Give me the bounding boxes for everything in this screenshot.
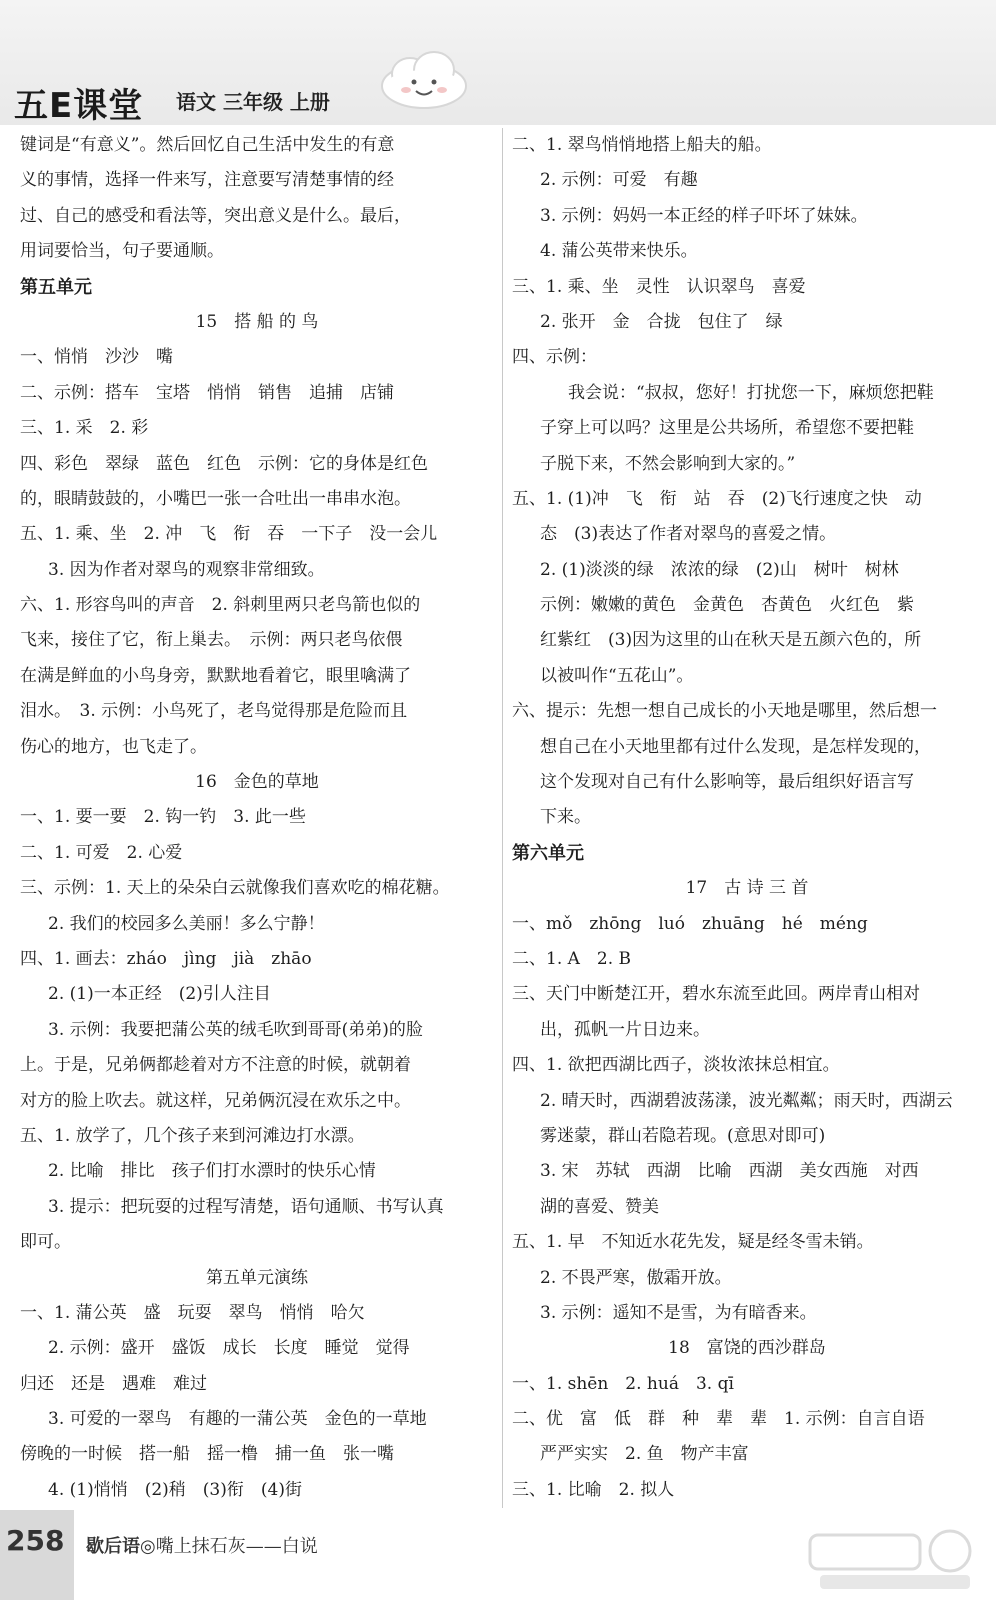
column-divider bbox=[502, 128, 503, 1508]
brand-title: 五E课堂 bbox=[14, 86, 144, 126]
idiom-separator-icon: ◎ bbox=[140, 1536, 156, 1557]
answer-line: 3. 可爱的一翠鸟 有趣的一蒲公英 金色的一草地 bbox=[48, 1409, 427, 1430]
answer-line: 伤心的地方，也飞走了。 bbox=[20, 736, 207, 757]
answer-line: 4. 蒲公英带来快乐。 bbox=[540, 241, 698, 262]
answer-line: 3. 宋 苏轼 西湖 比喻 西湖 美女西施 对西 bbox=[540, 1161, 919, 1182]
answer-line: 即可。 bbox=[20, 1232, 71, 1253]
answer-line: 子脱下来，不然会影响到大家的。” bbox=[540, 453, 796, 474]
answer-line: 过、自己的感受和看法等，突出意义是什么。最后， bbox=[20, 205, 411, 226]
answer-line: 一、1. 要一要 2. 钩一钓 3. 此一些 bbox=[20, 807, 306, 828]
idiom-text: 嘴上抹石灰——白说 bbox=[155, 1536, 318, 1557]
answer-line: 3. 示例：妈妈一本正经的样子吓坏了妹妹。 bbox=[540, 205, 868, 226]
answer-line: 2. 示例：可爱 有趣 bbox=[540, 170, 698, 191]
answer-line: 2. 不畏严寒，傲霜开放。 bbox=[540, 1267, 732, 1288]
answer-line: 3. 提示：把玩耍的过程写清楚，语句通顺、书写认真 bbox=[48, 1196, 444, 1217]
answer-line: 一、1. 蒲公英 盛 玩耍 翠鸟 悄悄 哈欠 bbox=[20, 1302, 365, 1323]
answer-line: 对方的脸上吹去。就这样，兄弟俩沉浸在欢乐之中。 bbox=[20, 1090, 411, 1111]
right-column bbox=[512, 128, 982, 1508]
lesson-title: 17 古 诗 三 首 bbox=[685, 878, 809, 899]
page-number: 258 bbox=[6, 1524, 65, 1557]
answer-line: 三、1. 乘、坐 灵性 认识翠鸟 喜爱 bbox=[512, 276, 806, 297]
answer-line: 下来。 bbox=[540, 807, 591, 828]
cloud-icon bbox=[376, 46, 472, 112]
answer-line: 出，孤帆一片日边来。 bbox=[540, 1019, 710, 1040]
answer-line: 归还 还是 遇难 难过 bbox=[20, 1373, 207, 1394]
idiom-label: 歇后语 bbox=[86, 1536, 140, 1557]
answer-line: 我会说：“叔叔，您好！打扰您一下，麻烦您把鞋 bbox=[568, 382, 934, 403]
answer-line: 2. (1)一本正经 (2)引人注目 bbox=[48, 984, 271, 1005]
answer-line: 二、1. 翠鸟悄悄地搭上船夫的船。 bbox=[512, 135, 772, 155]
watermark-logo-icon bbox=[800, 1525, 980, 1595]
answer-line: 三、天门中断楚江开，碧水东流至此回。两岸青山相对 bbox=[512, 984, 920, 1005]
answer-line: 四、1. 欲把西湖比西子，淡妆浓抹总相宜。 bbox=[512, 1055, 840, 1076]
answer-line: 二、示例：搭车 宝塔 悄悄 销售 追捕 店铺 bbox=[20, 382, 394, 403]
lesson-title: 16 金色的草地 bbox=[195, 772, 319, 793]
answer-line: 二、1. A 2. B bbox=[512, 948, 632, 969]
answer-line: 子穿上可以吗？这里是公共场所，希望您不要把鞋 bbox=[540, 418, 914, 439]
answer-line: 2. 张开 金 合拢 包住了 绿 bbox=[540, 311, 783, 332]
subject-label: 语文 三年级 上册 bbox=[176, 90, 330, 114]
lesson-title: 第五单元演练 bbox=[206, 1267, 308, 1288]
answer-line: 二、1. 可爱 2. 心爱 bbox=[20, 842, 183, 863]
answer-line: 五、1. 乘、坐 2. 冲 飞 衔 吞 一下子 没一会儿 bbox=[20, 524, 438, 545]
answer-line: 4. (1)悄悄 (2)稍 (3)衔 (4)街 bbox=[48, 1479, 302, 1500]
answer-line: 三、示例：1. 天上的朵朵白云就像我们喜欢吃的棉花糖。 bbox=[20, 878, 450, 899]
answer-line: 在满是鲜血的小鸟身旁，默默地看着它，眼里噙满了 bbox=[20, 665, 411, 686]
answer-line: 泪水。 3. 示例：小鸟死了，老鸟觉得那是危险而且 bbox=[20, 701, 408, 722]
answer-line: 二、优 富 低 群 种 辈 辈 1. 示例：自言自语 bbox=[512, 1409, 925, 1430]
answer-line: 这个发现对自己有什么影响等，最后组织好语言写 bbox=[540, 772, 914, 793]
answer-line: 键词是“有意义”。然后回忆自己生活中发生的有意 bbox=[20, 135, 395, 155]
answer-line: 四、示例： bbox=[512, 347, 597, 368]
footer-idiom bbox=[86, 1532, 318, 1558]
section-heading: 第五单元 bbox=[20, 276, 92, 298]
answer-line: 五、1. (1)冲 飞 衔 站 吞 (2)飞行速度之快 动 bbox=[512, 488, 922, 509]
page-header bbox=[0, 0, 996, 125]
answer-line: 六、提示：先想一想自己成长的小天地是哪里，然后想一 bbox=[512, 701, 937, 722]
answer-line: 雾迷蒙，群山若隐若现。(意思对即可) bbox=[540, 1125, 826, 1146]
answer-line: 上。于是，兄弟俩都趁着对方不注意的时候，就朝着 bbox=[20, 1055, 411, 1076]
answer-line: 一、mǒ zhōng luó zhuāng hé méng bbox=[512, 913, 868, 934]
left-column bbox=[20, 128, 494, 1508]
answer-line: 3. 因为作者对翠鸟的观察非常细致。 bbox=[48, 559, 325, 580]
section-heading: 第六单元 bbox=[512, 842, 584, 864]
answer-line: 湖的喜爱、赞美 bbox=[540, 1196, 659, 1217]
answer-line: 态 (3)表达了作者对翠鸟的喜爱之情。 bbox=[540, 524, 837, 545]
answer-line: 2. 比喻 排比 孩子们打水漂时的快乐心情 bbox=[48, 1161, 376, 1182]
answer-line: 严严实实 2. 鱼 物产丰富 bbox=[540, 1444, 749, 1465]
page-number-box bbox=[0, 1510, 74, 1600]
answer-line: 三、1. 采 2. 彩 bbox=[20, 418, 149, 439]
answer-line: 以被叫作“五花山”。 bbox=[540, 665, 694, 686]
answer-line: 四、1. 画去：zháo jìng jià zhāo bbox=[20, 948, 312, 969]
answer-line: 四、彩色 翠绿 蓝色 红色 示例：它的身体是红色 bbox=[20, 453, 428, 474]
answer-line: 想自己在小天地里都有过什么发现，是怎样发现的， bbox=[540, 736, 931, 757]
answer-line: 用词要恰当，句子要通顺。 bbox=[20, 241, 224, 262]
answer-line: 一、悄悄 沙沙 嘴 bbox=[20, 347, 173, 368]
answer-line: 傍晚的一时候 搭一船 摇一橹 捕一鱼 张一嘴 bbox=[20, 1444, 394, 1465]
answer-line: 六、1. 形容鸟叫的声音 2. 斜刺里两只老鸟箭也似的 bbox=[20, 595, 421, 616]
answer-line: 3. 示例：我要把蒲公英的绒毛吹到哥哥(弟弟)的脸 bbox=[48, 1019, 423, 1040]
answer-line: 的，眼睛鼓鼓的，小嘴巴一张一合吐出一串串水泡。 bbox=[20, 488, 411, 509]
lesson-title: 15 搭 船 的 鸟 bbox=[195, 311, 319, 332]
answer-line: 飞来，接住了它，衔上巢去。 示例：两只老鸟依偎 bbox=[20, 630, 403, 651]
answer-line: 义的事情，选择一件来写，注意要写清楚事情的经 bbox=[20, 170, 394, 191]
answer-line: 一、1. shēn 2. huá 3. qī bbox=[512, 1373, 734, 1394]
answer-line: 五、1. 放学了，几个孩子来到河滩边打水漂。 bbox=[20, 1125, 365, 1146]
answer-line: 红紫红 (3)因为这里的山在秋天是五颜六色的，所 bbox=[540, 630, 922, 651]
answer-line: 示例：嫩嫩的黄色 金黄色 杏黄色 火红色 紫 bbox=[540, 595, 914, 616]
answer-line: 2. (1)淡淡的绿 浓浓的绿 (2)山 树叶 树林 bbox=[540, 559, 899, 580]
lesson-title: 18 富饶的西沙群岛 bbox=[668, 1338, 826, 1359]
answer-line: 五、1. 早 不知近水花先发，疑是经冬雪未销。 bbox=[512, 1232, 874, 1253]
answer-line: 2. 我们的校园多么美丽！多么宁静！ bbox=[48, 913, 325, 934]
answer-line: 三、1. 比喻 2. 拟人 bbox=[512, 1479, 675, 1500]
answer-line: 3. 示例：遥知不是雪，为有暗香来。 bbox=[540, 1302, 817, 1323]
answer-line: 2. 晴天时，西湖碧波荡漾，波光粼粼；雨天时，西湖云 bbox=[540, 1090, 953, 1111]
answer-line: 2. 示例：盛开 盛饭 成长 长度 睡觉 觉得 bbox=[48, 1338, 410, 1359]
